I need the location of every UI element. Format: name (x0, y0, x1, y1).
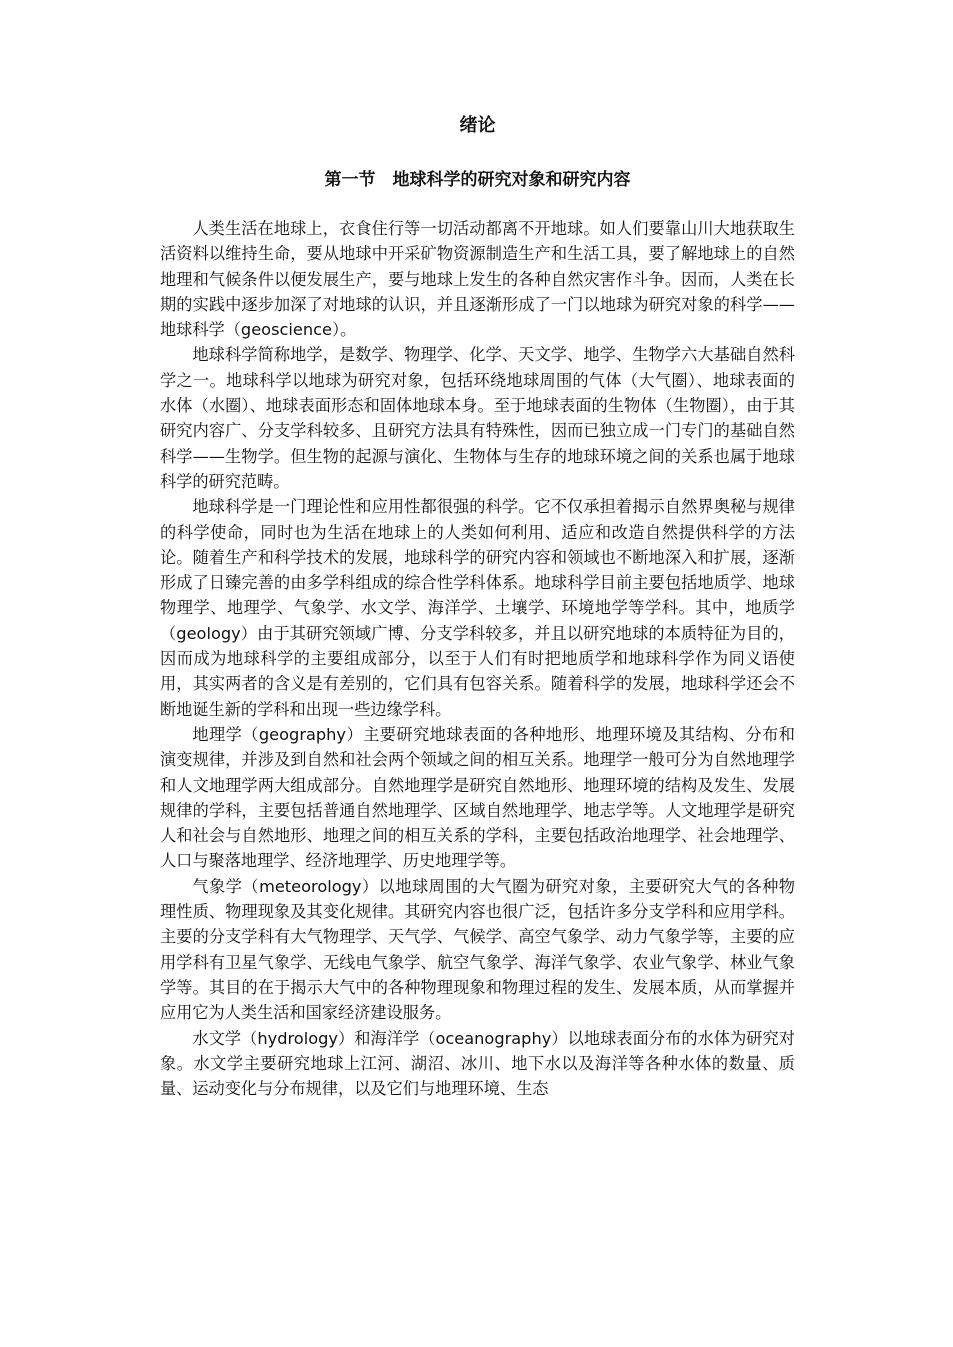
chapter-title: 绪论 (459, 115, 496, 136)
paragraph-2: 地球科学简称地学，是数学、物理学、化学、天文学、地学、生物学六大基础自然科学之一。地球科学以地球为研究对象，包括环绕地球周围的气体（大气圈）、地球表面的水体（水圈）、地球表面形态和固体地球本身。至于地球表面的生物体（生物圈），由于其研究内容广、分支学科较多、且研究方法具有特殊性，因而已独立成一门专门的基础自然科学——生物学。但生物的起源与演化、生物体与生存的地球环境之间的关系也属于地球科学的研究范畴。 (160, 345, 795, 491)
paragraph-5: 气象学（meteorology）以地球周围的大气圈为研究对象，主要研究大气的各种物理性质、物理现象及其变化规律。其研究内容也很广泛，包括许多分支学科和应用学科。主要的分支学科有大气物理学、天气学、气候学、高空气象学、动力气象学等，主要的应用学科有卫星气象学、无线电气象学、航空气象学、海洋气象学、农业气象学、林业气象学等。其目的在于揭示大气中的各种物理现象和物理过程的发生、发展本质，从而掌握并应用它为人类生活和国家经济建设服务。 (160, 876, 795, 1023)
paragraph-4: 地理学（geography）主要研究地球表面的各种地形、地理环境及其结构、分布和演变规律，并涉及到自然和社会两个领域之间的相互关系。地理学一般可分为自然地理学和人文地理学两大组成部分。自然地理学是研究自然地形、地理环境的结构及发生、发展规律的学科，主要包括普通自然地理学、区域自然地理学、地志学等。人文地理学是研究人和社会与自然地形、地理之间的相互关系的学科，主要包括政治地理学、社会地理学、人口与聚落地理学、经济地理学、历史地理学等。 (160, 724, 795, 871)
paragraph-6: 水文学（hydrology）和海洋学（oceanography）以地球表面分布的水体为研究对象。水文学主要研究地球上江河、湖沼、冰川、地下水以及海洋等各种水体的数量、质量、运动变化与分布规律，以及它们与地理环境、生态 (160, 1028, 795, 1099)
document-page (160, 112, 795, 1101)
paragraph-3: 地球科学是一门理论性和应用性都很强的科学。它不仅承担着揭示自然界奥秘与规律的科学使命，同时也为生活在地球上的人类如何利用、适应和改造自然提供科学的方法论。随着生产和科学技术的发展，地球科学的研究内容和领域也不断地深入和扩展，逐渐形成了日臻完善的由多学科组成的综合性学科体系。地球科学目前主要包括地质学、地球物理学、地理学、气象学、水文学、海洋学、土壤学、环境地学等学科。其中，地质学（geology）由于其研究领域广博、分支学科较多，并且以研究地球的本质特征为目的，因而成为地球科学的主要组成部分，以至于人们有时把地质学和地球科学作为同义语使用，其实两者的含义是有差别的，它们具有包容关系。随着科学的发展，地球科学还会不断地诞生新的学科和出现一些边缘学科。 (160, 497, 795, 719)
section-title: 第一节 地球科学的研究对象和研究内容 (324, 170, 631, 190)
paragraph-1: 人类生活在地球上，衣食住行等一切活动都离不开地球。如人们要靠山川大地获取生活资料以维持生命，要从地球中开采矿物资源制造生产和生活工具，要了解地球上的自然地理和气候条件以便发展生产，要与地球上发生的各种自然灾害作斗争。因而，人类在长期的实践中逐步加深了对地球的认识，并且逐渐形成了一门以地球为研究对象的科学——地球科学（geoscience）。 (160, 219, 795, 340)
